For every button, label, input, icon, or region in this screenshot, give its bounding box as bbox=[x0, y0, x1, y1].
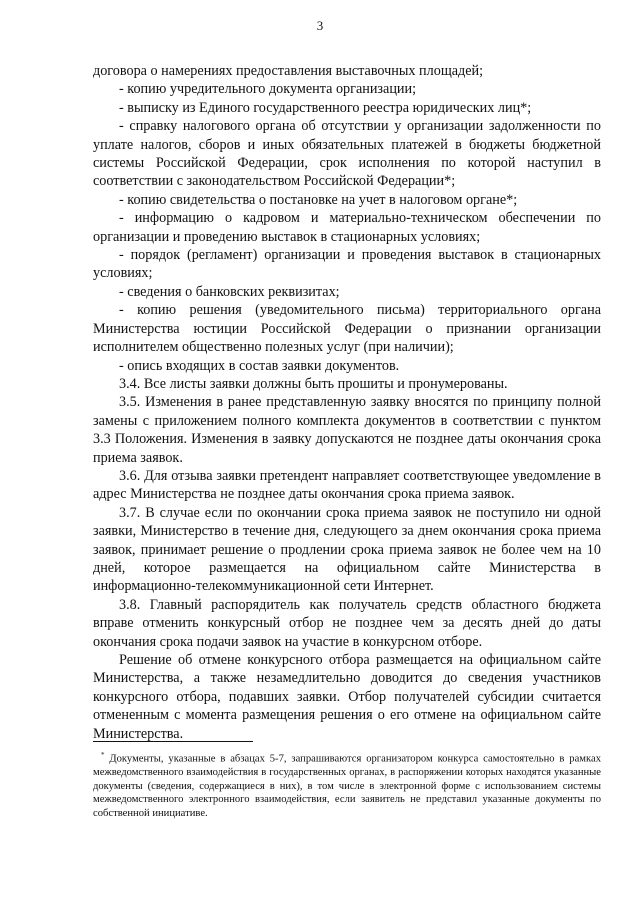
paragraph: - копию учредительного документа организации; bbox=[119, 81, 417, 98]
paragraph: - выписку из Единого государственного реестра юридических лиц*; bbox=[119, 99, 532, 116]
paragraph: 3.4. Все листы заявки должны быть прошиты и пронумерованы. bbox=[119, 375, 508, 392]
footnote-text: Документы, указанные в абзацах 5-7, запрашиваются организатором конкурса самостоятельно в рамках межведомственного взаимодействия в государственных органах, в распоряжении которых находятся указанные документы (сведения, содержащиеся в них), в том числе в электронной форме с использованием системы межведомственного электронного взаимодействия, если заявитель не представил указанные документы по собственной инициативе. bbox=[93, 753, 601, 819]
paragraph: 3.8. Главный распорядитель как получатель средств областного бюджета вправе отменить конкурсный отбор не позднее чем за десять дней до даты окончания срока подачи заявок на участие в конкурсном отборе. bbox=[93, 596, 601, 650]
page-number: 3 bbox=[316, 18, 324, 33]
paragraph: 3.5. Изменения в ранее представленную заявку вносятся по принципу полной замены с приложением полного комплекта документов в соответствии с пунктом 3.3 Положения. Изменения в заявку допускаются не позднее даты окончания срока приема заявок. bbox=[93, 394, 601, 466]
footnote bbox=[93, 749, 601, 821]
paragraph: - справку налогового органа об отсутствии у организации задолженности по уплате налогов, сборов и иных обязательных платежей в бюджеты бюджетной системы Российской Федерации, срок исполнения по которой наступил в соответствии с законодательством Российской Федерации*; bbox=[93, 118, 601, 190]
paragraph: - копию решения (уведомительного письма) территориального органа Министерства юстиции Российской Федерации о признании организации исполнителем общественно полезных услуг (при наличии); bbox=[93, 302, 601, 356]
footnote-separator bbox=[93, 741, 253, 742]
paragraph: 3.7. В случае если по окончании срока приема заявок не поступило ни одной заявки, Министерство в течение дня, следующего за днем окончания срока приема заявок, принимает решение о продлении срока приема заявок не более чем на 10 дней, которое размещается на официальном сайте Министерства в информационно-телекоммуникационной сети Интернет. bbox=[93, 504, 601, 595]
paragraph: - информацию о кадровом и материально-техническом обеспечении по организации и проведению выставок в стационарных условиях; bbox=[93, 210, 601, 245]
paragraph: - копию свидетельства о постановке на учет в налоговом органе*; bbox=[119, 191, 518, 208]
paragraph: - порядок (регламент) организации и проведения выставок в стационарных условиях; bbox=[93, 247, 601, 282]
paragraph: 3.6. Для отзыва заявки претендент направляет соответствующее уведомление в адрес Министерства не позднее даты окончания срока приема заявок. bbox=[93, 467, 601, 503]
paragraph: договора о намерениях предоставления выставочных площадей; bbox=[93, 63, 484, 79]
paragraph: - опись входящих в состав заявки документов. bbox=[119, 357, 400, 374]
paragraph: - сведения о банковских реквизитах; bbox=[119, 283, 340, 300]
paragraph: Решение об отмене конкурсного отбора размещается на официальном сайте Министерства, а также незамедлительно доводится до сведения участников конкурсного отбора, подавших заявки. Отбор получателей субсидии считается отмененным с момента размещения решения о его отмене на официальном сайте Министерства. bbox=[93, 652, 601, 742]
footnote-marker: * bbox=[101, 751, 105, 759]
document-body bbox=[93, 62, 601, 743]
